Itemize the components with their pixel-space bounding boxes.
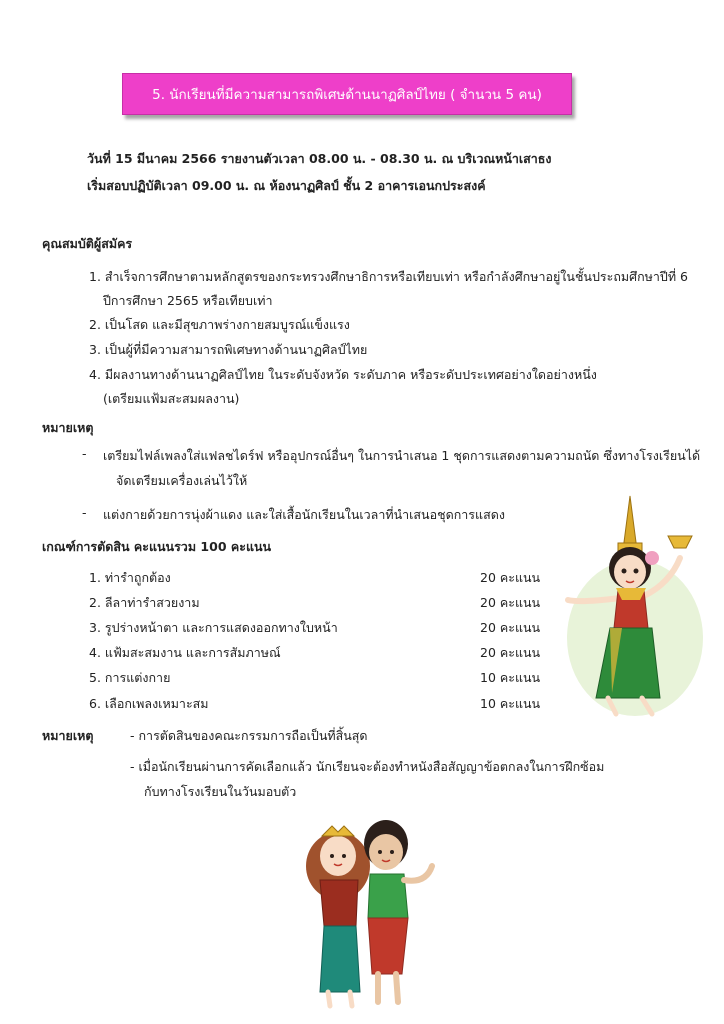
note-item: - การตัดสินของคณะกรรมการถือเป็นที่สิ้นสุด	[130, 728, 368, 743]
note-heading: หมายเหตุ	[42, 728, 94, 743]
qualification-item: ปีการศึกษา 2565 หรือเทียบเท่า	[103, 293, 273, 308]
note-item: กับทางโรงเรียนในวันมอบตัว	[144, 784, 297, 799]
schedule-line-1: วันที่ 15 มีนาคม 2566 รายงานตัวเวลา 08.00 น. - 08.30 น. ณ บริเวณหน้าเสาธง	[87, 151, 552, 166]
note-dash: -	[82, 505, 87, 520]
qualification-item: 4. มีผลงานทางด้านนาฏศิลป์ไทย ในระดับจังหวัด ระดับภาค หรือระดับประเทศอย่างใดอย่างหนึ่ง	[89, 367, 597, 382]
criteria-label: 5. การแต่งกาย	[89, 670, 171, 685]
note-item: เตรียมไฟล์เพลงใส่แฟลชไดร์ฟ หรืออุปกรณ์อื่นๆ ในการนำเสนอ 1 ชุดการแสดงตามความถนัด ซึ่งทางโรงเรียนได้	[103, 448, 701, 463]
note-item: จัดเตรียมเครื่องเล่นไว้ให้	[116, 473, 248, 488]
criteria-score: 20 คะแนน	[480, 595, 541, 610]
criteria-label: 6. เลือกเพลงเหมาะสม	[89, 696, 209, 711]
qualifications-heading: คุณสมบัติผู้สมัคร	[42, 236, 133, 251]
note-dash: -	[82, 446, 87, 461]
title-banner	[122, 73, 572, 115]
criteria-heading: เกณฑ์การตัดสิน คะแนนรวม 100 คะแนน	[42, 539, 272, 554]
qualification-item: 1. สำเร็จการศึกษาตามหลักสูตรของกระทรวงศึกษาธิการหรือเทียบเท่า หรือกำลังศึกษาอยู่ในชั้นประถมศึกษาปีที่ 6	[89, 269, 688, 284]
qualification-item: 3. เป็นผู้ที่มีความสามารถพิเศษทางด้านนาฏศิลป์ไทย	[89, 342, 368, 357]
note-item: - เมื่อนักเรียนผ่านการคัดเลือกแล้ว นักเรียนจะต้องทำหนังสือสัญญาข้อตกลงในการฝึกซ้อม	[130, 759, 605, 774]
qualification-item: 2. เป็นโสด และมีสุขภาพร่างกายสมบูรณ์แข็งแรง	[89, 317, 350, 332]
criteria-score: 20 คะแนน	[480, 570, 541, 585]
criteria-score: 20 คะแนน	[480, 620, 541, 635]
schedule-line-2: เริ่มสอบปฏิบัติเวลา 09.00 น. ณ ห้องนาฏศิลป์ ชั้น 2 อาคารเอนกประสงค์	[87, 178, 486, 193]
qualification-item: (เตรียมแฟ้มสะสมผลงาน)	[103, 391, 240, 406]
note-heading: หมายเหตุ	[42, 420, 94, 435]
criteria-label: 2. ลีลาท่ารำสวยงาม	[89, 595, 200, 610]
page-title: 5. นักเรียนที่มีความสามารถพิเศษด้านนาฏศิลป์ไทย ( จำนวน 5 คน)	[152, 87, 542, 103]
criteria-score: 10 คะแนน	[480, 670, 541, 685]
criteria-label: 3. รูปร่างหน้าตา และการแสดงออกทางใบหน้า	[89, 620, 338, 635]
criteria-label: 4. แฟ้มสะสมงาน และการสัมภาษณ์	[89, 645, 281, 660]
criteria-score: 10 คะแนน	[480, 696, 541, 711]
thai-dancer-illustration	[560, 488, 705, 723]
note-item: แต่งกายด้วยการนุ่งผ้าแดง และใส่เสื้อนักเรียนในเวลาที่นำเสนอชุดการแสดง	[103, 507, 505, 522]
thai-couple-illustration	[298, 806, 443, 1012]
criteria-score: 20 คะแนน	[480, 645, 541, 660]
criteria-label: 1. ท่ารำถูกต้อง	[89, 570, 171, 585]
